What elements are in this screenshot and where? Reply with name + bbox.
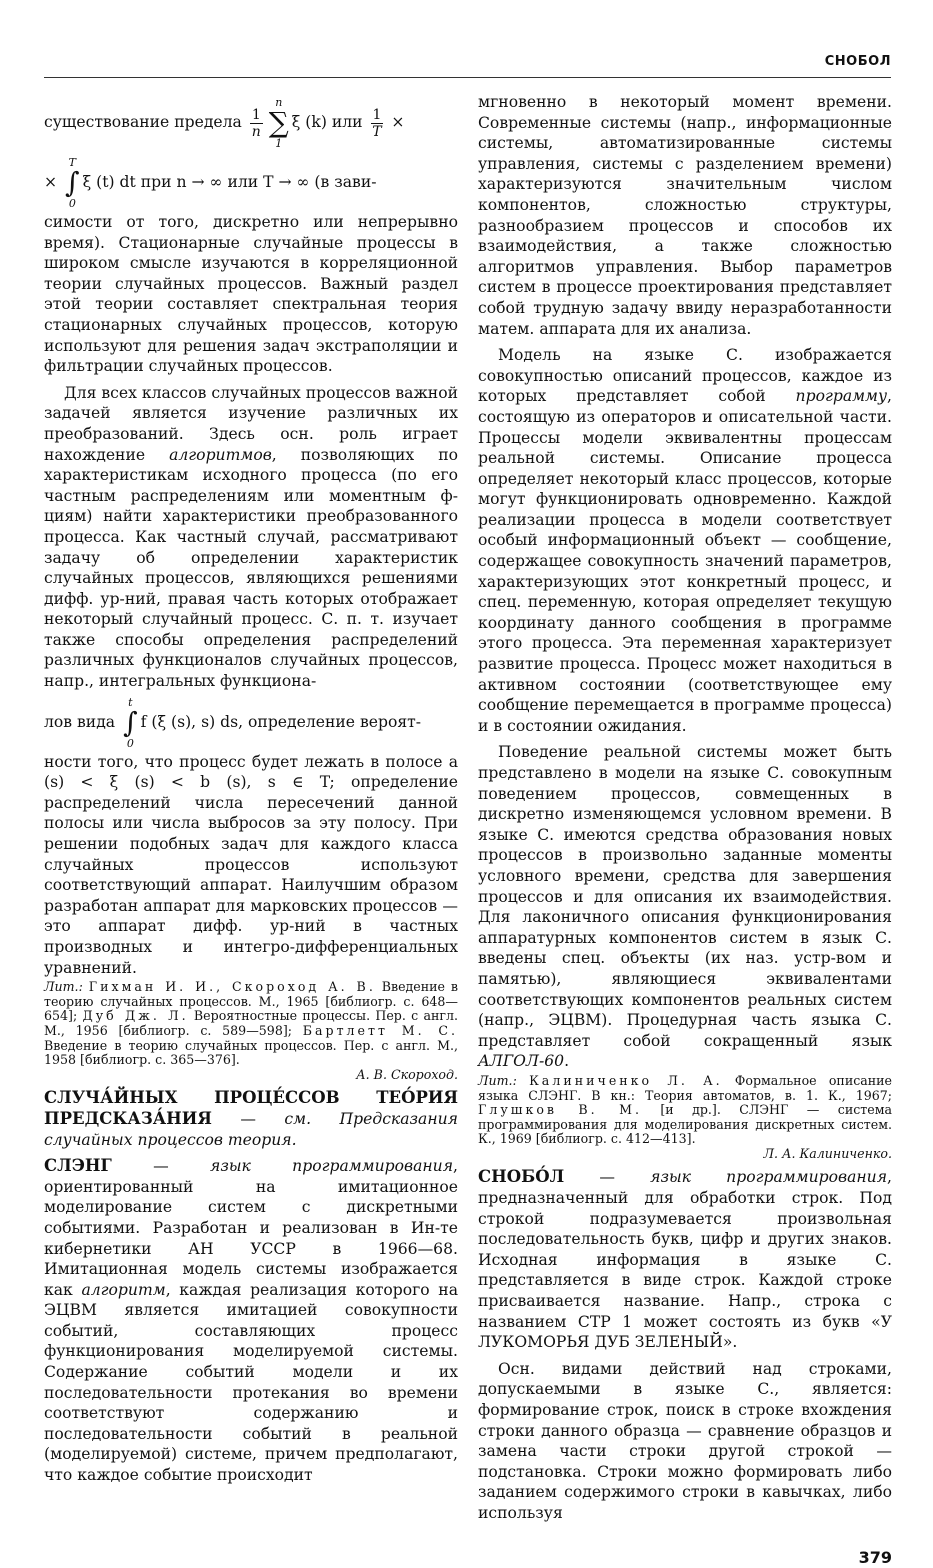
text-run: мгновенно в некоторый момент времени. Современные системы (напр., информационные системы, автоматизированные системы управления, системы с разделением времени) характеризуются значительным числом компонентов, сложностью структуры, разнообразием процессов и способов их взаимодействия, а также сложностью алгоритмов управления. Выбор параметров систем в процессе проектирования представляет собой трудную задачу ввиду неразработанности матем. аппарата для их анализа. bbox=[478, 93, 892, 338]
italic-text: алгоритмов bbox=[169, 445, 272, 464]
text-run: , предназначенный для обработки строк. Под строкой подразумевается произвольная последовательность букв, цифр и других знаков. Исходная информация в языке С. представляется в виде строк. Каждой строке присваивается название. Напр., строка с названием СТР 1 может состоять из букв «У ЛУКОМОРЬЯ ДУБ ЗЕЛЕНЫЙ». bbox=[478, 1168, 892, 1352]
paragraph bbox=[478, 1359, 892, 1524]
author-name: Калиниченко Л. А. bbox=[529, 1072, 723, 1088]
text-run: — bbox=[211, 1109, 285, 1128]
paragraph bbox=[44, 752, 458, 979]
author-name: Дуб Дж. Л. bbox=[82, 1008, 189, 1024]
text-run: ξ (k) или bbox=[291, 113, 368, 131]
text-run: Формальное описание языка СЛЭНГ. В кн.: Теория автоматов, в. 1. К., 1967; bbox=[478, 1072, 893, 1103]
lower-limit: 0 bbox=[126, 736, 134, 750]
integral-symbol bbox=[123, 696, 138, 750]
header-rule bbox=[44, 77, 891, 78]
italic-text: язык программирования bbox=[210, 1157, 454, 1176]
upper-limit: n bbox=[275, 96, 283, 109]
text-run: . bbox=[564, 1052, 570, 1071]
text-run: , ориентированный на имитационное моделирование систем с дискретными событиями. Разработан и реализован в Ин-те кибернетики АН УССР в 1966—68. Имитационная модель системы изображается как bbox=[44, 1157, 458, 1299]
left-column bbox=[44, 92, 458, 1486]
text-run: существование предела bbox=[44, 113, 247, 131]
formula-line bbox=[44, 152, 458, 212]
text-run: Модель на языке С. изображается совокупностью описаний процессов, каждое из которых представляет собой bbox=[478, 346, 892, 406]
integral-sign: ∫ bbox=[65, 166, 80, 199]
integral-sign: ∫ bbox=[123, 705, 138, 739]
denominator: n bbox=[251, 123, 261, 140]
text-run: [и др.]. СЛЭНГ — система программирования для моделирования дискретных систем. К., 1969 [библиогр. с. 412—413]. bbox=[478, 1102, 892, 1147]
italic-text: алгоритм bbox=[81, 1280, 166, 1299]
text-run: ности того, что процесс будет лежать в полосе a (s) < ξ (s) < b (s), s ∈ T; определение распределений числа пересечений данной полосы или числа выбросов за эту полосу. При решении подобных задач для каждого класса случайных процессов используют соответствующий аппарат. Наилучшим образом разработан аппарат для марковских процессов — это аппарат дифф. ур-ний в частных производных и интегро-дифференциальных уравнений. bbox=[44, 752, 458, 977]
text-run: Поведение реальной системы может быть представлено в модели на языке С. совокупным поведением процессов, совмещенных в дискретно изменяющемся условном времени. В языке С. имеются средства образования новых процессов в произвольно заданные моменты условного времени, средства для завершения процессов и для описания их взаимодействия. Для лаконичного описания функционирования аппаратурных компонентов систем в язык С. введены спец. объекты (их наз. устр-вом и памятью), являющиеся эквивалентами соответствующих компонентов реальных систем (напр., ЭЦВМ). Процедурная часть языка С. представляет собой сокращенный язык bbox=[478, 743, 892, 1050]
author-name: Бартлетт М. С. bbox=[302, 1022, 458, 1038]
author-name: Гихман И. И., Скороход А. В. bbox=[88, 979, 376, 995]
author-signature bbox=[44, 1068, 458, 1083]
text-run: лов вида bbox=[44, 712, 121, 731]
text-run: Осн. видами действий над строками, допускаемыми в языке С., является: формирование строк, поиск в строке вхождения строки данного образца — сравнение образцов и замена части строки другой строкой — подстановка. Строки можно формировать либо заданием содержимого строки в кавычках, либо используя bbox=[478, 1359, 892, 1522]
text-run: А. В. Скороход. bbox=[356, 1066, 458, 1082]
entry-headword: СЛУЧА́ЙНЫХ ПРОЦЕ́ССОВ ТЕО́РИЯ ПРЕДСКАЗА́НИЯ bbox=[44, 1088, 458, 1128]
text-run: симости от того, дискретно или непрерывно время). Стационарные случайные процессы в широком смысле изучаются в корреляционной теории случайных процессов. Важный раздел этой теории составляет спектральная теория стационарных случайных процессов, которую используют для решения задач экстраполяции и фильтрации случайных процессов. bbox=[44, 213, 458, 376]
italic-text: программу bbox=[795, 387, 888, 406]
italic-text: см. Предсказания случайных процессов теория. bbox=[44, 1109, 458, 1149]
paragraph bbox=[44, 1156, 458, 1486]
italic-text: Лит.: bbox=[44, 979, 89, 995]
upper-limit: T bbox=[68, 156, 76, 169]
text-run: Л. А. Калиниченко. bbox=[763, 1145, 892, 1161]
page-number: 379 bbox=[858, 1547, 892, 1567]
text-run: Вероятностные процессы. Пер. с англ. М., 1956 [библиогр. с. 589—598]; bbox=[44, 1008, 458, 1038]
paragraph bbox=[44, 212, 458, 377]
text-run: Введение в теорию случайных процессов. Пер. с англ. М., 1958 [библиогр. с. 365—376]. bbox=[44, 1037, 458, 1068]
text-run: ξ (t) dt при n → ∞ или T → ∞ (в зави- bbox=[82, 173, 377, 191]
paragraph bbox=[44, 383, 458, 692]
entry-headword: СЛЭНГ bbox=[44, 1156, 112, 1176]
denominator: T bbox=[372, 123, 382, 140]
italic-text: Лит.: bbox=[478, 1072, 530, 1088]
italic-text: АЛГОЛ-60 bbox=[478, 1052, 565, 1071]
paragraph bbox=[478, 92, 892, 339]
running-header: СНОБОЛ bbox=[824, 54, 891, 69]
lower-limit: 1 bbox=[275, 137, 283, 150]
author-signature bbox=[478, 1147, 892, 1162]
numerator: 1 bbox=[251, 106, 261, 123]
text-run: Введение в теорию случайных процессов. М., 1965 [библиогр. с. 648—654]; bbox=[44, 979, 459, 1024]
text-run: f (ξ (s), s) ds, определение вероят- bbox=[140, 712, 422, 731]
formula-line bbox=[44, 92, 458, 152]
text-run: Для всех классов случайных процессов важной задачей является изучение различных их преобразований. Здесь осн. роль играет нахождение bbox=[44, 383, 458, 464]
numerator: 1 bbox=[372, 106, 382, 123]
text-run: × bbox=[44, 173, 63, 191]
right-column bbox=[478, 92, 892, 1568]
text-run: — bbox=[111, 1157, 211, 1176]
upper-limit: t bbox=[128, 695, 133, 709]
fraction bbox=[250, 107, 263, 140]
text-run: , каждая реализация которого на ЭЦВМ является имитацией совокупности событий, составляющих процесс функционирования моделируемой системы. Содержание событий модели и их последовательности протекания во времени соответствуют содержанию и последовательности событий в реальной (моделируемой) системе, причем предполагают, что каждое событие происходит bbox=[44, 1280, 458, 1485]
integral-symbol bbox=[65, 156, 80, 210]
entry-headword: СНОБО́Л bbox=[478, 1167, 565, 1187]
italic-text: язык программирования bbox=[650, 1168, 888, 1187]
paragraph bbox=[478, 1167, 892, 1352]
text-run: , позволяющих по характеристикам исходного процесса (по его частным распределениям или моментным ф-циям) найти характеристики преобразованного процесса. Как частный случай, рассматривают задачу об определении характеристик случайных процессов, являющихся решениями дифф. ур-ний, правая часть которых отображает некоторый случайный процесс. С. п. т. изучает также способы определения распределений различных функционалов случайных процессов, напр., интегральных функциона- bbox=[44, 445, 458, 691]
sum-symbol bbox=[269, 96, 289, 150]
fraction bbox=[371, 107, 384, 140]
formula-line bbox=[44, 692, 458, 752]
lower-limit: 0 bbox=[68, 197, 76, 210]
sum-sign: ∑ bbox=[268, 106, 289, 139]
text-run: — bbox=[564, 1168, 651, 1187]
bibliography bbox=[478, 1074, 892, 1147]
text-run: × bbox=[386, 113, 405, 131]
paragraph bbox=[478, 345, 892, 736]
bibliography bbox=[44, 980, 458, 1068]
paragraph bbox=[44, 1088, 458, 1150]
author-name: Глушков В. М. bbox=[478, 1102, 642, 1118]
text-run: , состоящую из операторов и описательной части. Процессы модели эквивалентны процессам реальной системы. Описание процесса определяет некоторый класс процессов, которые могут функционировать одновременно. Каждой реализации процесса в модели соответствует особый информационный объект — сообщение, содержащее совокупность значений параметров, характеризующих этот конкретный процесс, и спец. переменную, которая определяет текущую координату данного сообщения в программе этого процесса. Эта переменная характеризует развитие процесса. Процесс может находиться в активном состоянии (соответствующее ему сообщение перемещается в программе процесса) и в состоянии ожидания. bbox=[478, 387, 892, 735]
paragraph bbox=[478, 742, 892, 1072]
